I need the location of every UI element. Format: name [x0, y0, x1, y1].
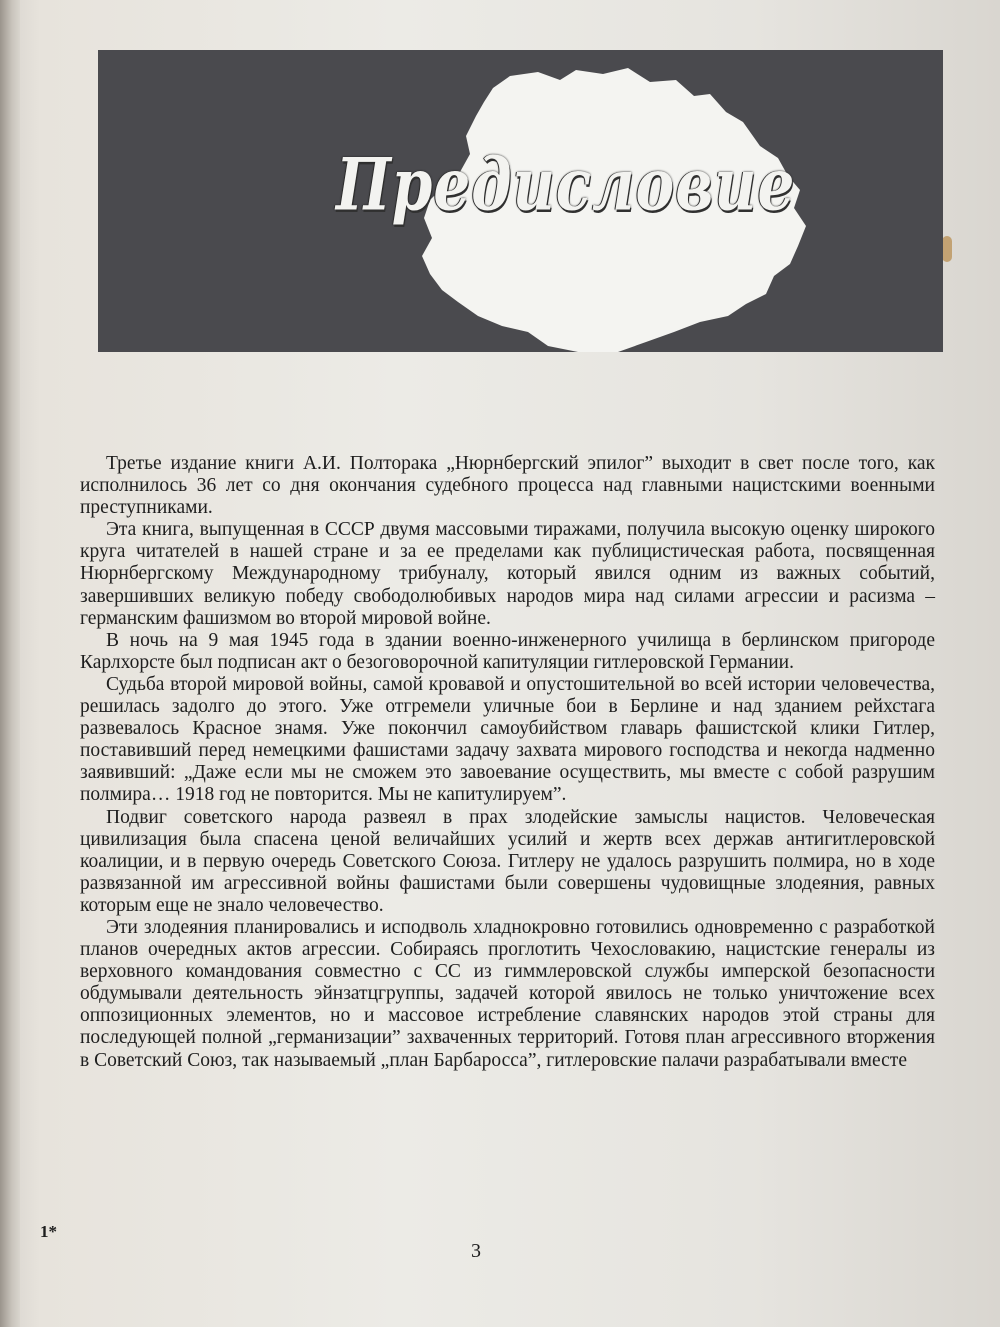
- paper-stain: [942, 236, 952, 262]
- paragraph: Судьба второй мировой войны, самой кровавой и опустошительной во всей истории человечества, решилась задолго до этого. Уже отгремели уличные бои в Берлине и над зданием рейхстага развевалось Красное знамя. Уже покончил самоубийством главарь фашистской клики Гитлер, поставивший перед немецкими фашистами задачу захвата мирового господства и некогда надменно заявивший: „Даже если мы не сможем это завоевание осуществить, мы вместе с собой разрушим полмира… 1918 год не повторится. Мы не капитулируем”.: [80, 673, 935, 806]
- title-banner: [98, 50, 943, 352]
- paragraph: Третье издание книги А.И. Полторака „Нюрнбергский эпилог” выходит в свет после того, как исполнилось 36 лет со дня окончания судебного процесса над главными нацистскими военными преступниками.: [80, 453, 935, 519]
- body-text: [80, 453, 935, 1072]
- page-number: 3: [471, 1240, 481, 1262]
- paragraph: Эти злодеяния планировались и исподволь хладнокровно готовились одновременно с разработкой планов очередных актов агрессии. Собираясь проглотить Чехословакию, нацистские генералы из верховного командования совместно с СС из гиммлеровской службы имперской безопасности обдумывали деятельность эйнзатцгруппы, задачей которой явилось не только уничтожение всех оппозиционных элементов, но и массовое истребление славянских народов этой страны для последующей полной „германизации” захваченных территорий. Готовя план агрессивного вторжения в Советский Союз, так называемый „план Барбаросса”, гитлеровские палачи разрабатывали вместе: [80, 916, 935, 1071]
- paragraph: Эта книга, выпущенная в СССР двумя массовыми тиражами, получила высокую оценку широкого круга читателей в нашей стране и за ее пределами как публицистическая работа, посвященная Нюрнбергскому Международному трибуналу, который явился одним из важных событий, завершивших великую победу свободолюбивых народов мира над силами агрессии и расизма – германским фашизмом во второй мировой войне.: [80, 519, 935, 629]
- signature-mark: 1*: [40, 1222, 57, 1241]
- book-spine-shadow: [0, 0, 20, 1327]
- paragraph: Подвиг советского народа развеял в прах злодейские замыслы нацистов. Человеческая цивилизация была спасена ценой величайших усилий и жертв всех держав антигитлеровской коалиции, и в первую очередь Советского Союза. Гитлеру не удалось разрушить полмира, но в ходе развязанной им агрессивной войны фашистами были совершены чудовищные злодеяния, равных которым еще не знало человечество.: [80, 806, 935, 916]
- page-title: Предисловие: [336, 142, 796, 227]
- paragraph: В ночь на 9 мая 1945 года в здании военно-инженерного училища в берлинском пригороде Карлхорсте был подписан акт о безоговорочной капитуляции гитлеровской Германии.: [80, 629, 935, 673]
